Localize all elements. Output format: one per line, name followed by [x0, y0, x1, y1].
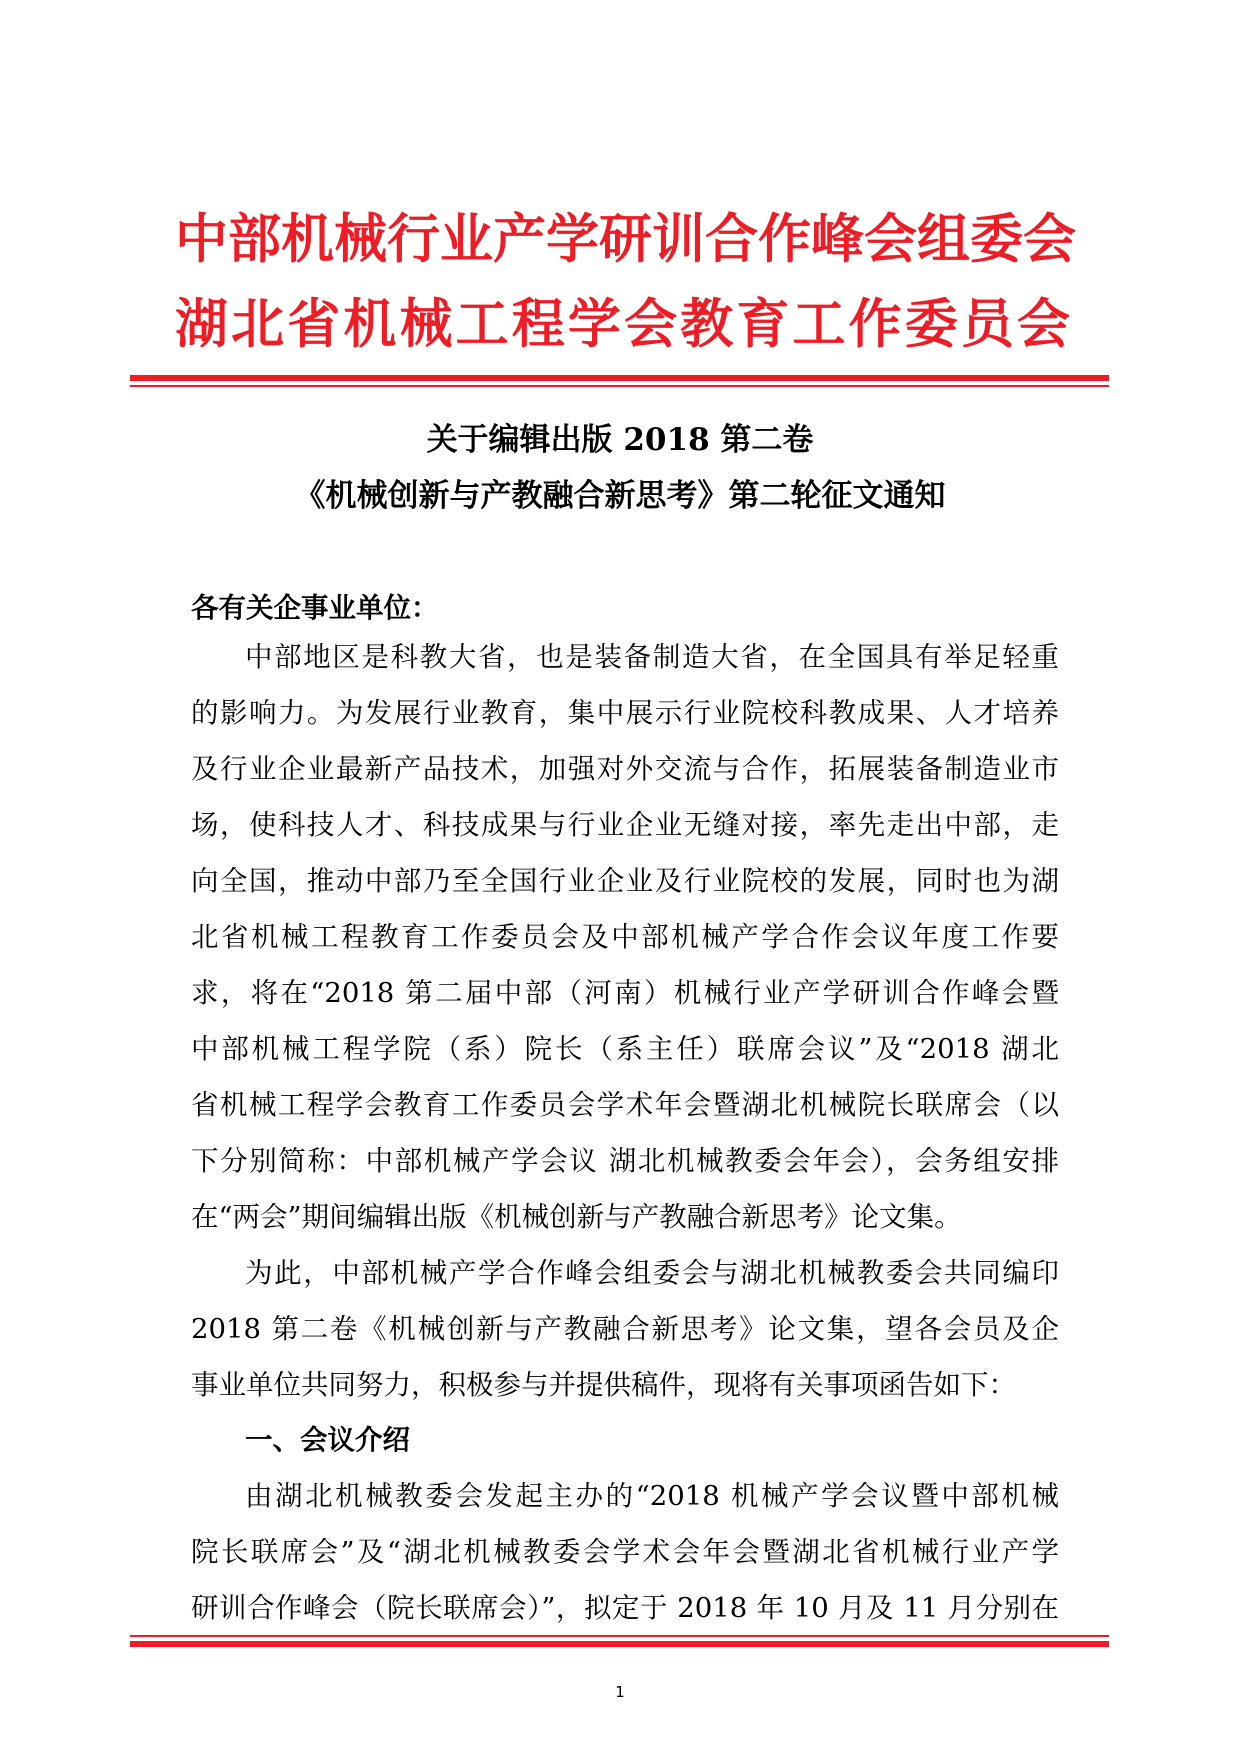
- paragraph-line: 省机械工程学会教育工作委员会学术年会暨湖北机械院长联席会（以: [191, 1089, 1059, 1121]
- paragraph-line: 在“两会”期间编辑出版《机械创新与产教融合新思考》论文集。: [191, 1201, 962, 1233]
- paragraph-line: 场，使科技人才、科技成果与行业企业无缝对接，率先走出中部，走: [191, 809, 1059, 841]
- page-number: 1: [615, 1683, 625, 1701]
- paragraph-line: 求，将在“2018 第二届中部（河南）机械行业产学研训合作峰会暨: [191, 977, 1059, 1009]
- letterhead-organization-1: 中部机械行业产学研训合作峰会组委会: [175, 209, 1076, 270]
- paragraph-line: 事业单位共同努力，积极参与并提供稿件，现将有关事项函告如下：: [191, 1369, 1016, 1401]
- header-rule-thin: [130, 385, 1109, 387]
- paragraph-line: 的影响力。为发展行业教育，集中展示行业院校科教成果、人才培养: [191, 697, 1059, 729]
- paragraph-line: 向全国，推动中部乃至全国行业企业及行业院校的发展，同时也为湖: [191, 865, 1059, 897]
- section-1-heading: 一、会议介绍: [245, 1424, 410, 1456]
- footer-rule-thick: [130, 1641, 1109, 1647]
- paragraph-line: 下分别简称：中部机械产学会议 湖北机械教委会年会），会务组安排: [191, 1145, 1059, 1177]
- paragraph-line: 及行业企业最新产品技术，加强对外交流与合作，拓展装备制造业市: [191, 753, 1059, 785]
- paragraph-line: 中部机械工程学院（系）院长（系主任）联席会议”及“2018 湖北: [191, 1033, 1059, 1065]
- paragraph-line: 北省机械工程教育工作委员会及中部机械产学合作会议年度工作要: [191, 921, 1059, 953]
- paragraph-line: 为此，中部机械产学合作峰会组委会与湖北机械教委会共同编印: [245, 1257, 1059, 1289]
- paragraph-line: 由湖北机械教委会发起主办的“2018 机械产学会议暨中部机械: [245, 1480, 1059, 1512]
- letterhead-organization-2: 湖北省机械工程学会教育工作委员会: [175, 294, 1070, 355]
- paragraph-line: 研训合作峰会（院长联席会）”，拟定于 2018 年 10 月及 11 月分别在: [191, 1592, 1059, 1624]
- notice-title-line-2: 《机械创新与产教融合新思考》第二轮征文通知: [294, 478, 946, 514]
- paragraph-line: 2018 第二卷《机械创新与产教融合新思考》论文集，望各会员及企: [191, 1313, 1059, 1345]
- notice-title-line-1: 关于编辑出版 2018 第二卷: [426, 422, 814, 458]
- footer-rule-thin: [130, 1635, 1109, 1637]
- header-rule-thick: [130, 375, 1109, 381]
- paragraph-line: 院长联席会”及“湖北机械教委会学术会年会暨湖北省机械行业产学: [191, 1536, 1059, 1568]
- salutation: 各有关企事业单位：: [191, 592, 439, 624]
- paragraph-line: 中部地区是科教大省，也是装备制造大省，在全国具有举足轻重: [245, 641, 1059, 673]
